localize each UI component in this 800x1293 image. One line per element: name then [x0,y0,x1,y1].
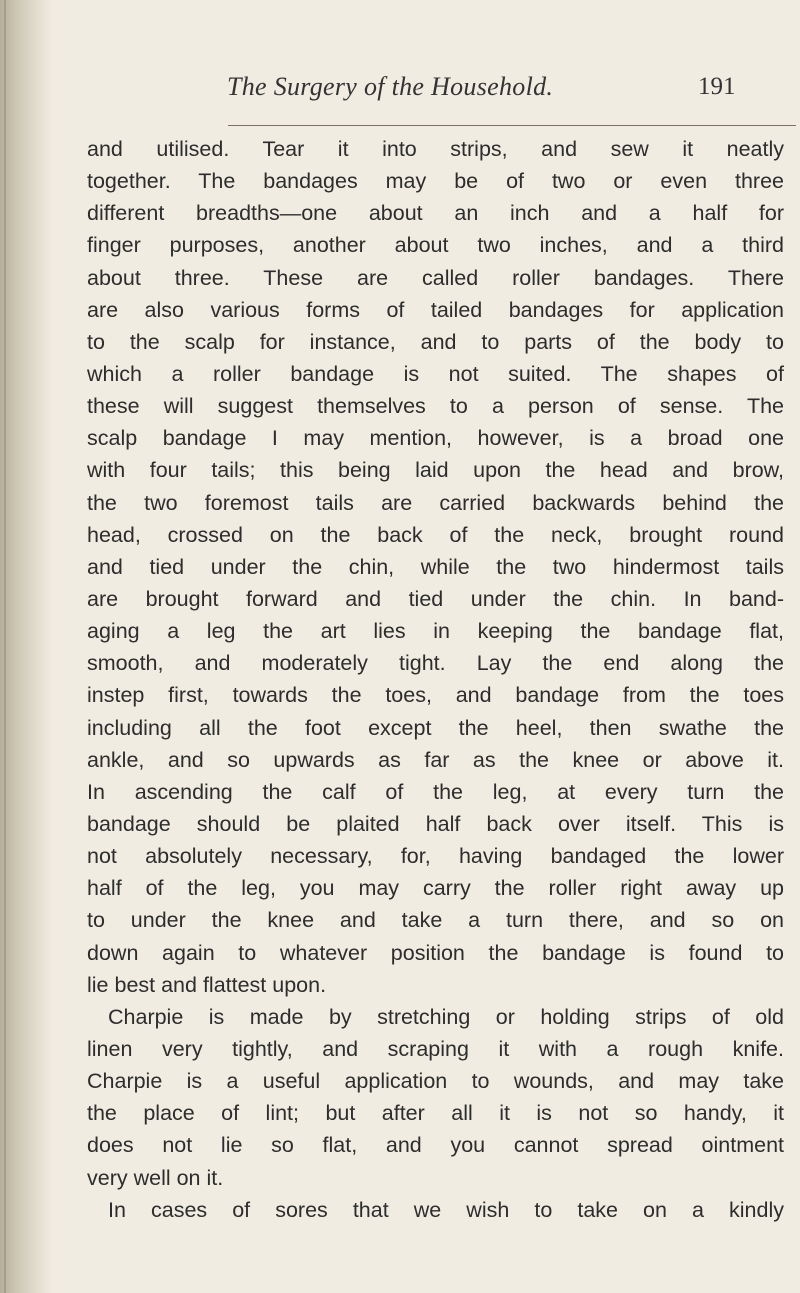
text-line: the place of lint; but after all it is not so handy, it [87,1101,784,1126]
text-line: are brought forward and tied under the chin. In band- [87,586,784,611]
text-line: different breadths—one about an inch and a half for [87,201,784,226]
text-line: not absolutely necessary, for, having bandaged the lower [87,844,784,869]
text-line: to under the knee and take a turn there, and so on [87,908,784,933]
text-line: with four tails; this being laid upon the head and brow, [87,458,784,483]
text-line: bandage should be plaited half back over itself. This is [87,811,784,836]
header-rule [228,125,796,126]
text-line: does not lie so flat, and you cannot spread ointment [87,1133,784,1158]
text-line: linen very tightly, and scraping it with a rough knife. [87,1036,784,1061]
text-line: aging a leg the art lies in keeping the bandage flat, [87,619,784,644]
text-line: to the scalp for instance, and to parts of the body to [87,329,784,354]
text-line: ankle, and so upwards as far as the knee or above it. [87,747,784,772]
text-line: which a roller bandage is not suited. The shapes of [87,361,784,386]
text-line: head, crossed on the back of the neck, brought round [87,522,784,547]
text-line: scalp bandage I may mention, however, is a broad one [87,426,784,451]
text-line: about three. These are called roller bandages. There [87,265,784,290]
text-line: the two foremost tails are carried backwards behind the [87,490,784,515]
text-line: lie best and flattest upon. [87,972,327,997]
text-line: In ascending the calf of the leg, at every turn the [87,779,784,804]
text-line: and tied under the chin, while the two hindermost tails [87,554,784,579]
text-line: these will suggest themselves to a person of sense. The [87,394,784,419]
page-number: 191 [698,73,736,100]
text-line: down again to whatever position the bandage is found to [87,940,784,965]
text-line: instep first, towards the toes, and bandage from the toes [87,683,784,708]
binding-gutter [0,0,52,1293]
text-line: are also various forms of tailed bandages for application [87,297,784,322]
body-text [87,133,784,1226]
text-line: smooth, and moderately tight. Lay the end along the [87,651,784,676]
text-line: Charpie is made by stretching or holding strips of old [108,1004,784,1029]
running-title: The Surgery of the Household. [227,72,554,101]
text-line: very well on it. [87,1165,224,1190]
text-line: Charpie is a useful application to wounds, and may take [87,1069,784,1094]
page-header [0,72,800,112]
text-line: including all the foot except the heel, then swathe the [87,715,784,740]
text-line: half of the leg, you may carry the roller right away up [87,876,784,901]
text-line: and utilised. Tear it into strips, and sew it neatly [87,137,784,161]
text-line: together. The bandages may be of two or even three [87,169,784,194]
text-line: finger purposes, another about two inches, and a third [87,233,784,258]
text-line: In cases of sores that we wish to take on a kindly [108,1197,784,1222]
